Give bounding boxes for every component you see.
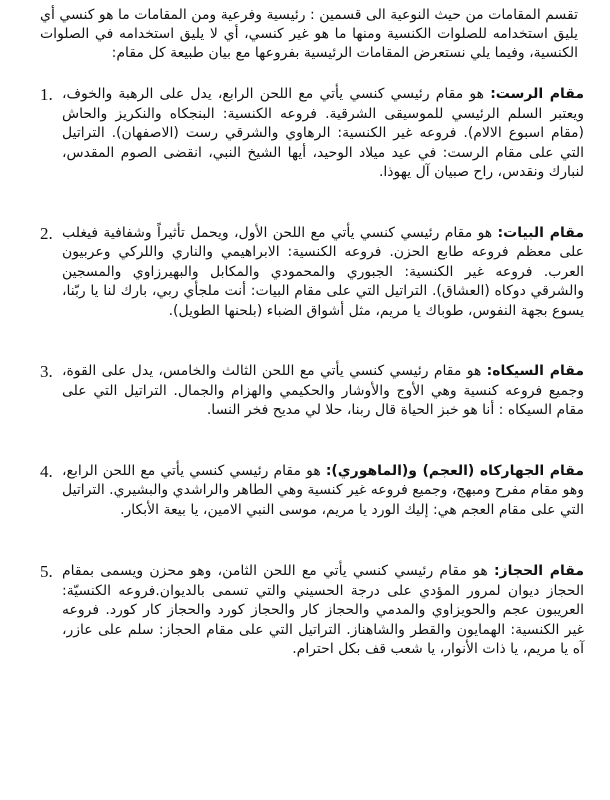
item-number: 5. — [40, 562, 53, 581]
item-text: هو مقام رئيسي كنسي يأتي مع اللحن الثالث والخامس، يدل على القوة، وجميع فروعه كنسية وهي الأوج والأوشار والحكيمي والهزام والجمال. التراتيل التي على مقام السيكاه : أنا هو خبز الحياة قال ربنا، حلا لي مديح فخر النسا. — [62, 363, 584, 418]
item-body — [62, 462, 584, 521]
item-title: مقام الرست: — [490, 86, 584, 102]
item-number: 3. — [40, 362, 53, 381]
item-text: هو مقام رئيسي كنسي يأتي مع اللحن الرابع، يدل على الرهبة والخوف، ويعتبر السلم الرئيسي للموسيقى الشرقية. فروعه الكنسية: البنجكاه والنكريز والحاش (مقام اسبوع الالام). فروعه غير الكنسية: الرهاوي والشرقي رست (الاصفهان). التراتيل التي على مقام الرست: في عيد ميلاد الوحيد، أيها الشيخ النبي، انقضى الصوم المقدس، لنبارك ونقدس، راح صبيان آل يهوذا. — [62, 86, 584, 180]
item-body — [62, 362, 584, 421]
item-text: هو مقام رئيسي كنسي يأتي مع اللحن الرابع، وهو مقام مفرح ومبهج، وجميع فروعه غير كنسية وهي الطاهر والراشدي والبشيري. التراتيل التي على مقام العجم هي: إليك الورد يا مريم، موسى النبي الامين، يا بيعة الأبكار. — [62, 462, 584, 518]
list-item — [40, 224, 584, 322]
item-title: مقام البيات: — [497, 224, 584, 241]
list-item — [40, 362, 584, 421]
item-body — [62, 224, 584, 322]
item-number: 2. — [40, 223, 53, 243]
item-text: هو مقام رئيسي كنسي يأتي مع اللحن الأول، ويحمل تأثيراً وشفافية فيغلب على معظم فروعه طابع الحزن. فروعه الكنسية: الابراهيمي والناري واللركي وعربيون العرب. فروعه غير الكنسية: الجبوري والمحمودي والمكابل والبهيرزاوي والمسجين والشرقي دوكاه (العشاق). التراتيل التي على مقام البيات: أنت ملجأي ربي، بارك لنا يا ربّنا، يسوع بجهة النفوس، طوباك يا مريم، مثل أشواق الضباء (بلحنها الطويل). — [62, 224, 584, 319]
item-body — [62, 562, 584, 660]
list-item — [40, 562, 584, 660]
list-item — [40, 462, 584, 521]
item-body — [62, 85, 584, 183]
item-title: مقام الحجاز: — [493, 563, 584, 579]
item-number: 4. — [40, 461, 53, 481]
intro-paragraph: تقسم المقامات من حيث النوعية الى قسمين : رئيسية وفرعية ومن المقامات ما هو كنسي أي يليق استخدامه للصلوات الكنسية ومنها ما هو غير كنسي، أي لا يليق استخدامه في الصلوات الكنسية، وفيما يلي نستعرض المقامات الرئيسية بفروعها مع بيان طبيعة كل مقام: — [40, 7, 578, 61]
item-title: مقام الجهاركاه (العجم) و(الماهوري): — [325, 462, 585, 479]
item-text: هو مقام رئيسي كنسي يأتي مع اللحن الثامن، وهو محزن ويسمى بمقام الحجاز ديوان لمرور المؤدي على درجة الحسيني والتي تسمى بالديوان.فروعه الكنسيّة: العريبون عجم والحويزاوي والمدمي والحجاز كار والحجاز كورد والحجاز كار كورد. فروعه غير الكنسية: الهمايون والقطر والشاهناز. التراتيل التي على مقام الحجاز: سلم على عازر، آه يا مريم، يا ذات الأنوار، يا شعب قف بكل احترام. — [62, 563, 584, 657]
maqam-list — [40, 85, 584, 660]
item-title: مقام السيكاه: — [486, 363, 584, 379]
item-number: 1. — [40, 85, 53, 104]
list-item — [40, 85, 584, 183]
